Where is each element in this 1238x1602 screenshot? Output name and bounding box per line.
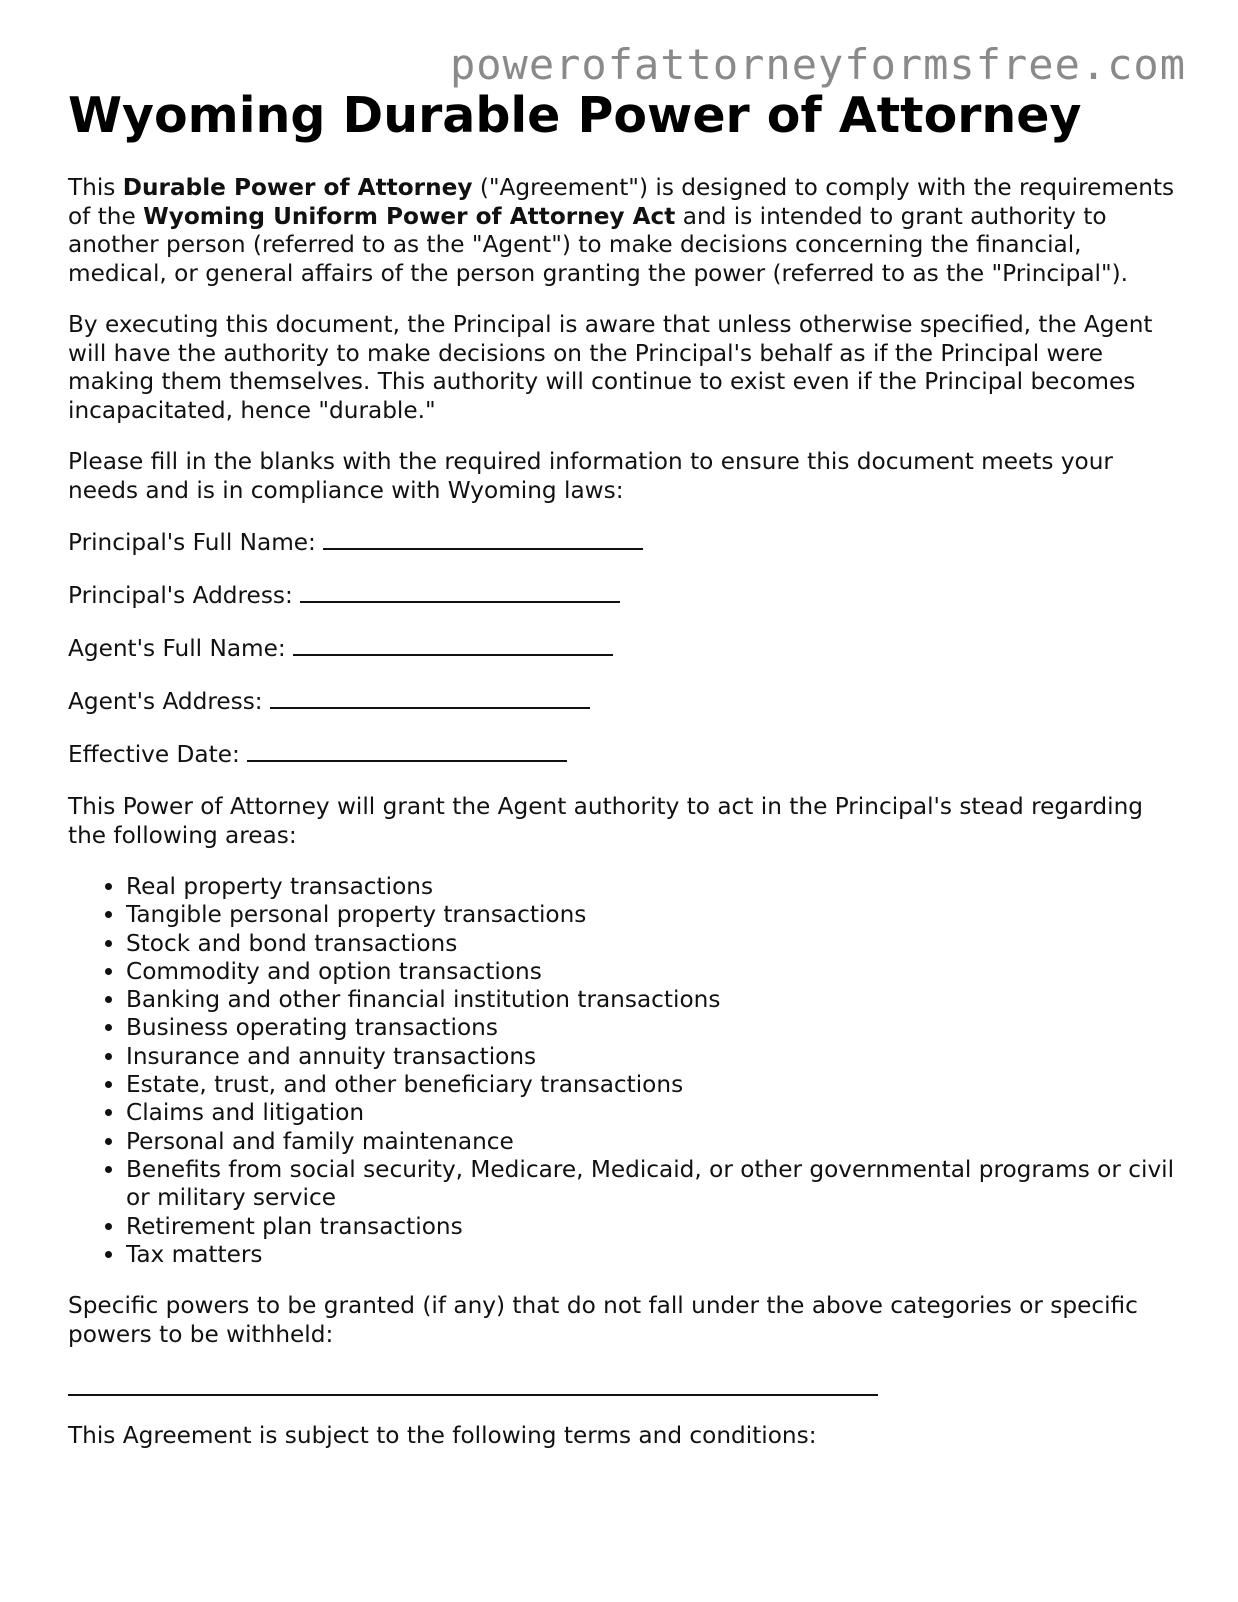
document-page bbox=[68, 88, 1178, 1474]
principal-full-name-blank[interactable] bbox=[323, 528, 643, 550]
list-item: • Commodity and option transactions bbox=[126, 958, 1178, 986]
agent-address-label: Agent's Address: bbox=[68, 688, 263, 715]
list-item: • Tax matters bbox=[126, 1241, 1178, 1269]
intro-text-2: ("Agreement") is designed to comply with the requirements of the bbox=[68, 174, 1175, 230]
intro-text-1: This bbox=[68, 174, 123, 201]
list-item: • Claims and litigation bbox=[126, 1099, 1178, 1127]
authority-areas-list bbox=[68, 873, 1178, 1269]
agent-address-blank[interactable] bbox=[270, 687, 590, 709]
list-item: • Business operating transactions bbox=[126, 1014, 1178, 1042]
list-item: • Banking and other financial institution transactions bbox=[126, 986, 1178, 1014]
list-item: • Estate, trust, and other beneficiary transactions bbox=[126, 1071, 1178, 1099]
principal-address-label: Principal's Address: bbox=[68, 582, 293, 609]
effective-date-label: Effective Date: bbox=[68, 741, 240, 768]
intro-text-3: and is intended to grant authority to another person (referred to as the "Agent") to make decisions concerning the financial, medical, or general affairs of the person granting the power (referred to as the "Principal"). bbox=[68, 202, 1129, 287]
principal-address-blank[interactable] bbox=[300, 581, 620, 603]
agent-address-field bbox=[68, 687, 1178, 717]
intro-bold-wyoming-act: Wyoming Uniform Power of Attorney Act bbox=[143, 202, 676, 230]
principal-full-name-label: Principal's Full Name: bbox=[68, 529, 316, 556]
list-item: • Stock and bond transactions bbox=[126, 930, 1178, 958]
fill-instructions-paragraph: Please fill in the blanks with the required information to ensure this document meets your needs and is in compliance with Wyoming laws: bbox=[68, 448, 1113, 504]
executing-paragraph: By executing this document, the Principal is aware that unless otherwise specified, the Agent will have the authority to make decisions on the Principal's behalf as if the Principal were making them themselves. This authority will continue to exist even if the Principal becomes incapacitated, hence "durable." bbox=[68, 311, 1153, 424]
specific-powers-line bbox=[68, 1372, 1178, 1400]
watermark: powerofattorneyformsfree.com bbox=[449, 40, 1186, 89]
effective-date-blank[interactable] bbox=[247, 740, 567, 762]
document-title: Wyoming Durable Power of Attorney bbox=[68, 87, 1082, 144]
principal-full-name-field bbox=[68, 528, 1178, 558]
list-item: • Benefits from social security, Medicare, Medicaid, or other governmental programs or civil or military service bbox=[126, 1156, 1178, 1213]
grant-paragraph: This Power of Attorney will grant the Agent authority to act in the Principal's stead regarding the following areas: bbox=[68, 793, 1143, 849]
effective-date-field bbox=[68, 740, 1178, 770]
agent-full-name-label: Agent's Full Name: bbox=[68, 635, 286, 662]
list-item: • Retirement plan transactions bbox=[126, 1213, 1178, 1241]
list-item: • Insurance and annuity transactions bbox=[126, 1043, 1178, 1071]
intro-paragraph bbox=[68, 174, 1178, 288]
list-item: • Personal and family maintenance bbox=[126, 1128, 1178, 1156]
list-item: • Tangible personal property transactions bbox=[126, 901, 1178, 929]
agent-full-name-blank[interactable] bbox=[293, 634, 613, 656]
specific-powers-paragraph: Specific powers to be granted (if any) that do not fall under the above categories or specific powers to be withheld: bbox=[68, 1292, 1138, 1348]
intro-bold-durable-poa: Durable Power of Attorney bbox=[122, 174, 473, 201]
specific-powers-blank[interactable] bbox=[68, 1372, 878, 1396]
list-item: • Real property transactions bbox=[126, 873, 1178, 901]
terms-paragraph: This Agreement is subject to the following terms and conditions: bbox=[68, 1422, 817, 1450]
principal-address-field bbox=[68, 581, 1178, 611]
agent-full-name-field bbox=[68, 634, 1178, 664]
